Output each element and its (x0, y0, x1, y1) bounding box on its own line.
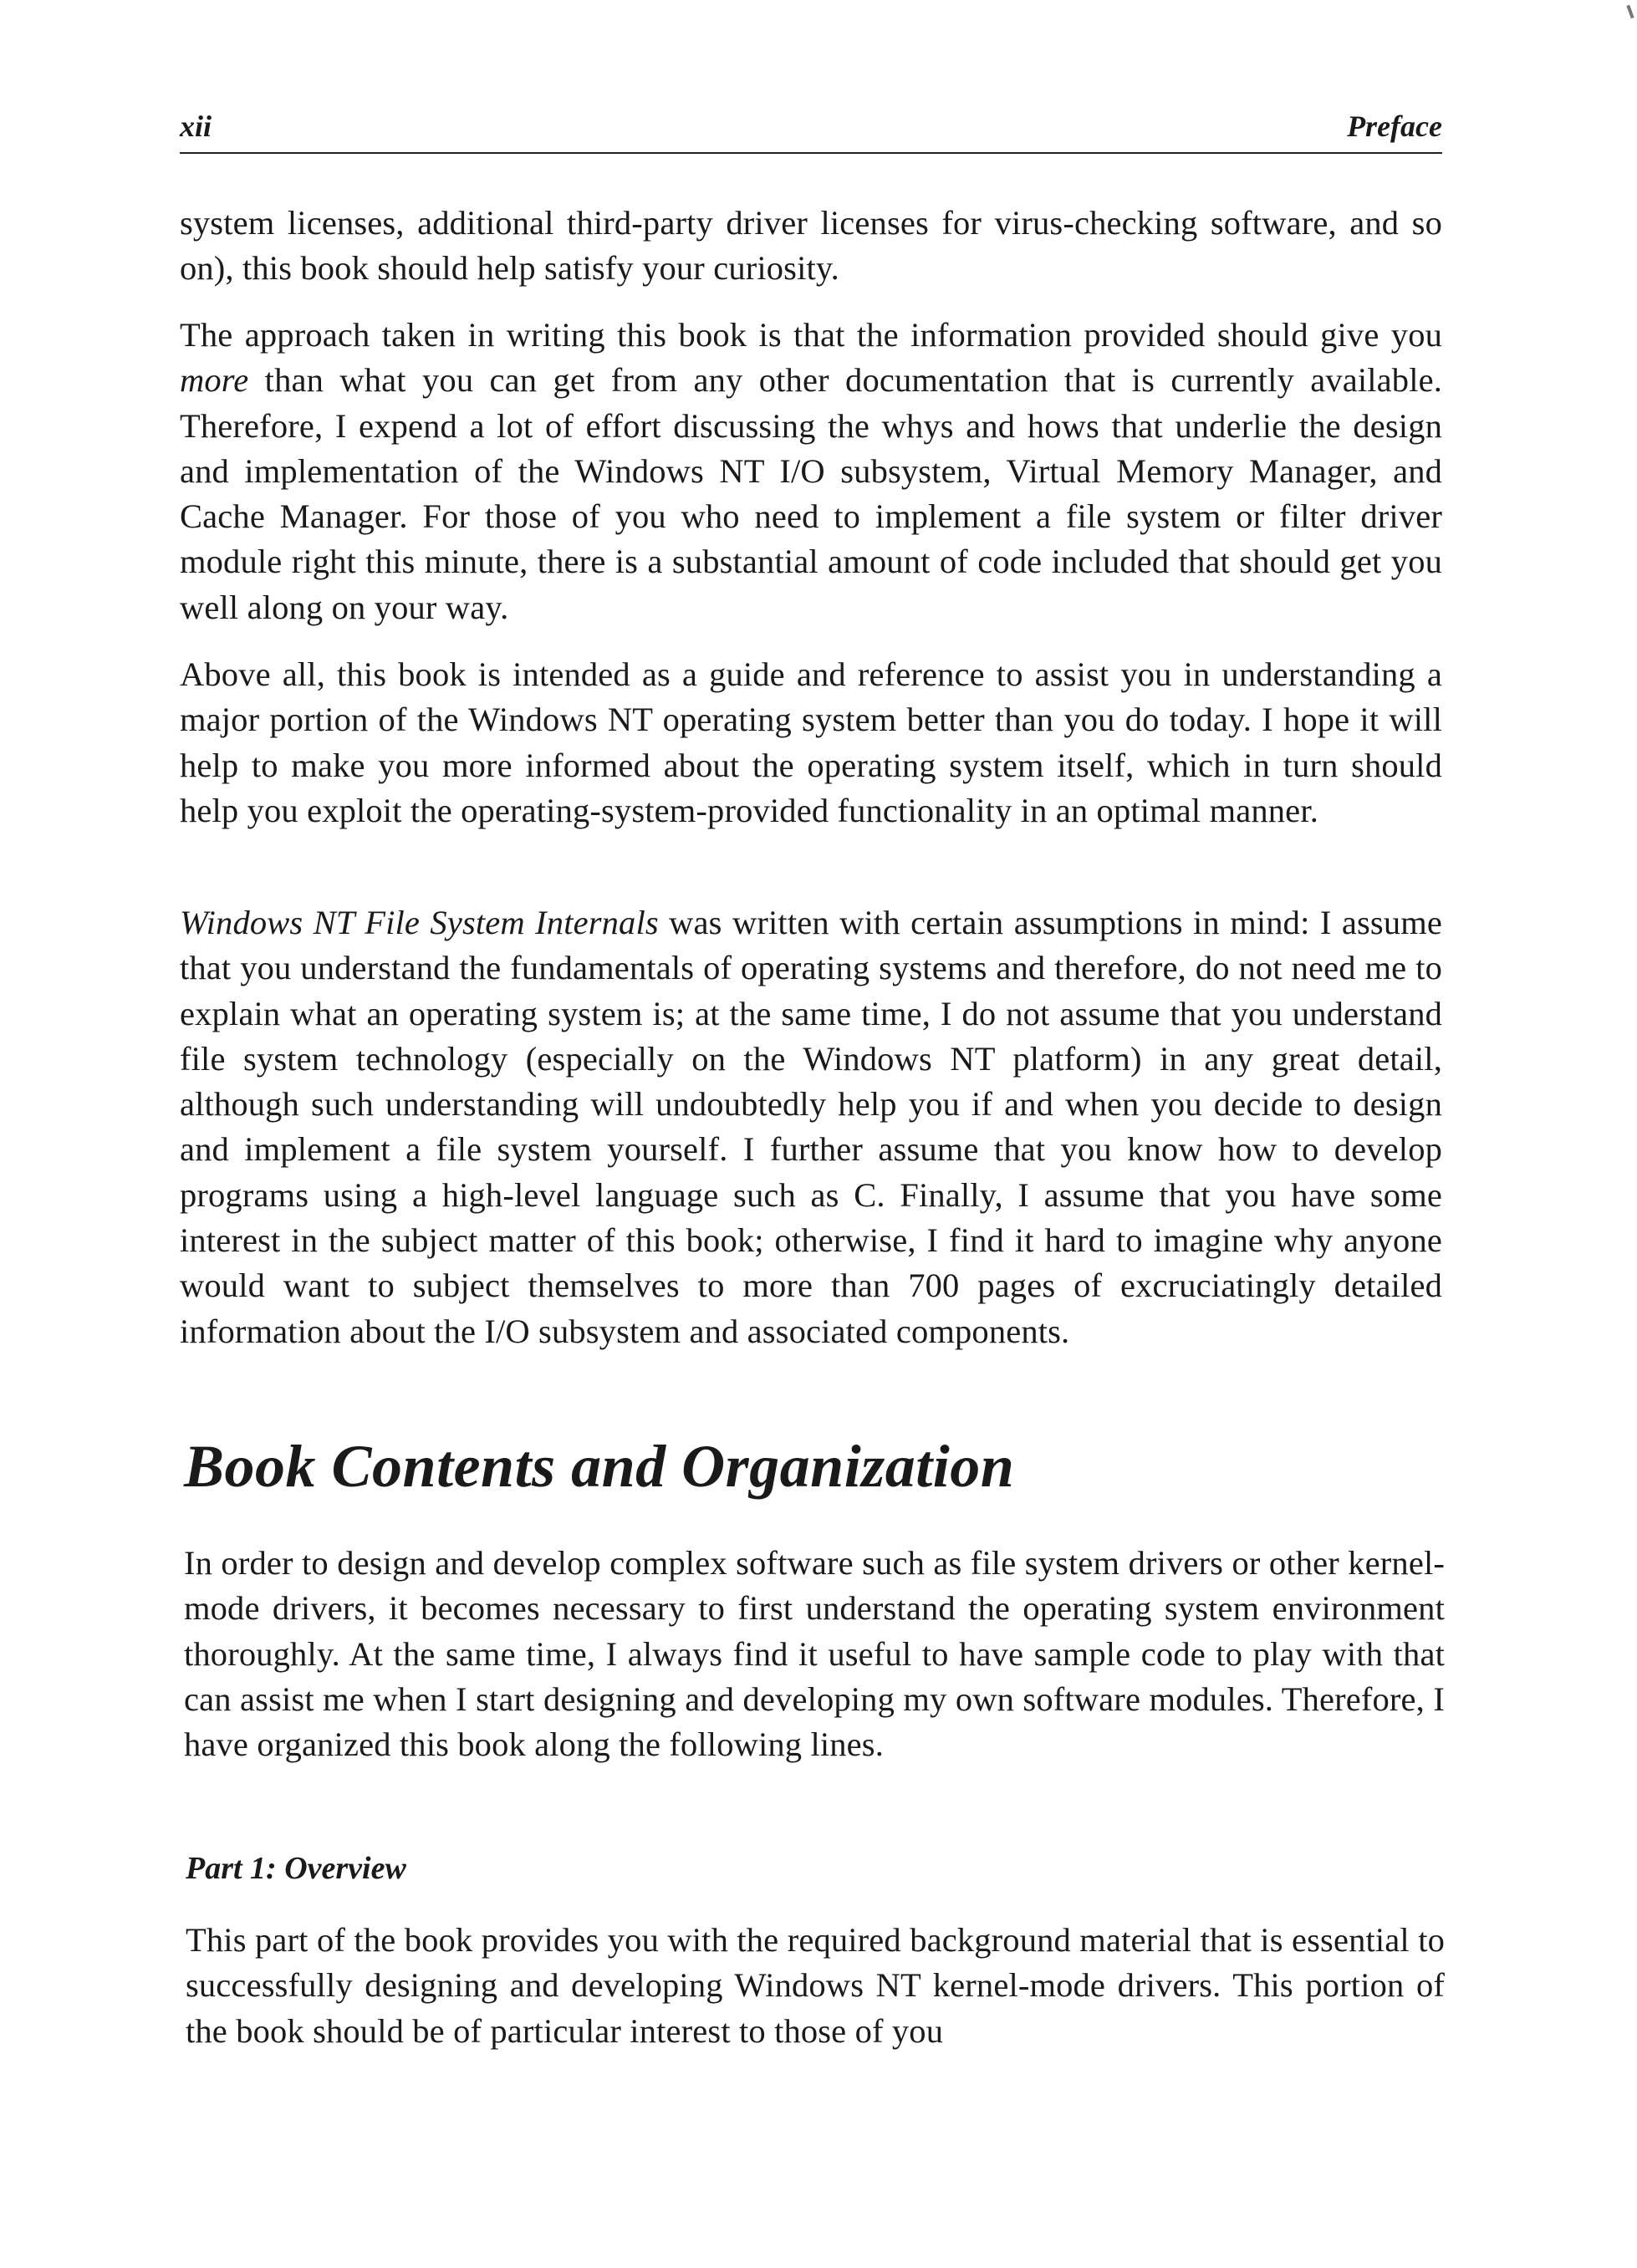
part-1-body (186, 1918, 1445, 2054)
section-intro-paragraph: In order to design and develop complex software such as file system drivers or other kernel-mode drivers, it becomes necessary to first understand the operating system environment thoroughly. At the same time, I always find it useful to have sample code to play with that can assist me when I start designing and developing my own software modules. Therefore, I have organized this book along the following lines. (184, 1544, 1445, 1764)
running-header (180, 107, 1442, 154)
paragraph-4-rest: was written with certain assumptions in mind: I assume that you understand the fundamentals of operating systems and therefore, do not need me to explain what an operating system is; at the same time, I do not assume that you understand file system technology (especially on the Windows NT platform) in any great detail, although such understanding will undoubtedly help you if and when you decide to design and implement a file system yourself. I further assume that you know how to develop programs using a high-level language such as C. Finally, I assume that you have some interest in the subject matter of this book; otherwise, I find it hard to imagine why anyone would want to subject themselves to more than 700 pages of excruciatingly detailed information about the I/O subsystem and associated components. (180, 904, 1443, 1350)
part-1-paragraph: This part of the book provides you with the required background material that is essential to successfully designing and developing Windows NT kernel-mode drivers. This portion of the book should be of particular interest to those of you (186, 1921, 1445, 2050)
paragraph-4 (180, 900, 1442, 1354)
section-heading: Book Contents and Organization (184, 1433, 1015, 1500)
running-title: Preface (1347, 110, 1442, 143)
scan-edge-mark (1626, 5, 1634, 18)
emphasis-more: more (180, 361, 249, 400)
paragraph-2-lead: The approach taken in writing this book is that the information provided should give you (180, 316, 1442, 354)
part-1-heading: Part 1: Overview (186, 1851, 406, 1886)
paragraph-2 (180, 313, 1442, 630)
paragraph-approach (180, 313, 1442, 630)
paragraph-1: system licenses, additional third-party driver licenses for virus-checking software, and so on), this book should help satisfy your curiosity. (180, 204, 1442, 288)
paragraph-assumptions (180, 900, 1442, 1354)
section-intro (184, 1541, 1445, 1767)
paragraph-3: Above all, this book is intended as a guide and reference to assist you in understanding a major portion of the Windows NT operating system better than you do today. I hope it will help to make you more informed about the operating system itself, which in turn should help you exploit the operating-system-provided functionality in an optimal manner. (180, 655, 1442, 829)
paragraph-purpose (180, 652, 1442, 833)
page-number: xii (180, 110, 212, 143)
paragraph-2-rest: than what you can get from any other documentation that is currently available. Therefore, I expend a lot of effort discussing the whys and hows that underlie the design and implementation of the Windows NT I/O subsystem, Virtual Memory Manager, and Cache Manager. For those of you who need to implement a file system or filter driver module right this minute, there is a substantial amount of code included that should get you well along on your way. (180, 361, 1442, 626)
paragraph-continuation (180, 201, 1442, 292)
book-title-italic: Windows NT File System Internals (180, 904, 659, 941)
